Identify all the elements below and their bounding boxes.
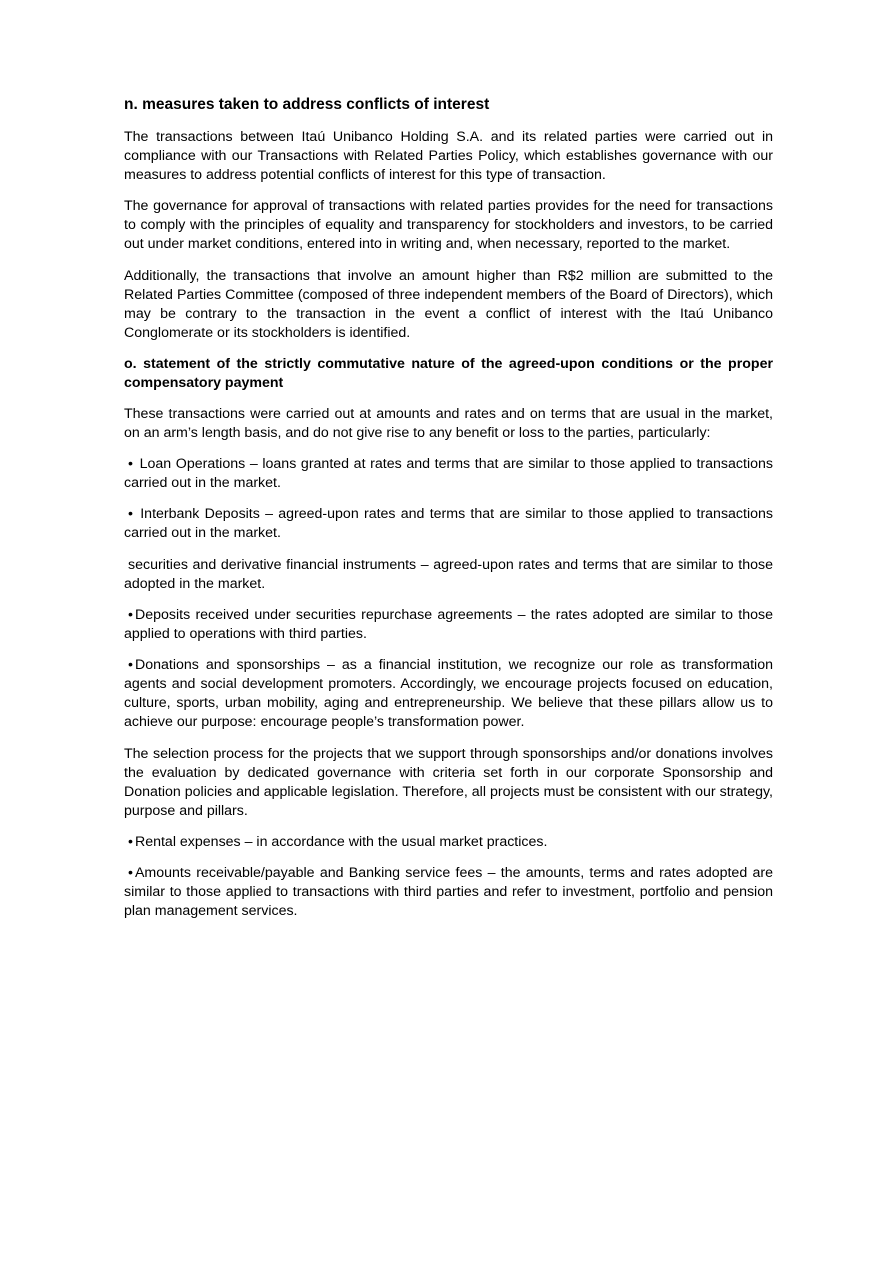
bullet-interbank-deposits-text: Interbank Deposits – agreed-upon rates and terms that are similar to those applied to transactions carried out in the market.	[124, 506, 773, 542]
bullet-icon: •	[128, 456, 133, 473]
bullet-donations-text: Donations and sponsorships – as a financial institution, we recognize our role as transformation agents and social development promoters. Accordingly, we encourage projects focused on education, culture, sports, urban mobility, aging and entrepreneurship. We believe that these pillars allow us to achieve our purpose: encourage people’s transformation power.	[124, 657, 773, 731]
bullet-icon: •	[128, 865, 133, 882]
section-n-heading: n. measures taken to address conflicts of interest	[124, 96, 490, 113]
paragraph-selection-process: The selection process for the projects that we support through sponsorships and/or donations involves the evaluation by dedicated governance with criteria set forth in our corporate Sponsorship and Donation policies and applicable legislation. Therefore, all projects must be consistent with our strategy, purpose and pillars.	[124, 745, 773, 819]
bullet-donations	[124, 656, 773, 732]
section-n-paragraph-1: The transactions between Itaú Unibanco Holding S.A. and its related parties were carried out in compliance with our Transactions with Related Parties Policy, which establishes governance with our measures to address potential conflicts of interest for this type of transaction.	[124, 129, 773, 183]
paragraph-securities-text: securities and derivative financial instruments – agreed-upon rates and terms that are similar to those adopted in the market.	[124, 556, 773, 592]
bullet-icon: •	[128, 833, 133, 850]
bullet-icon: •	[128, 607, 133, 624]
section-o-heading: o. statement of the strictly commutative nature of the agreed-upon conditions or the proper compensatory payment	[124, 355, 773, 391]
paragraph-securities	[124, 556, 773, 594]
bullet-rental-expenses	[124, 833, 773, 852]
bullet-icon: •	[128, 657, 133, 674]
bullet-amounts-receivable-text: Amounts receivable/payable and Banking service fees – the amounts, terms and rates adopted are similar to those applied to transactions with third parties and refer to investment, portfolio and pension plan management services.	[124, 865, 773, 920]
bullet-icon: •	[128, 506, 133, 523]
bullet-interbank-deposits	[124, 505, 773, 543]
bullet-amounts-receivable	[124, 864, 773, 921]
bullet-loan-operations-text: Loan Operations – loans granted at rates and terms that are similar to those applied to transactions carried out in the market.	[124, 456, 773, 492]
section-o-intro: These transactions were carried out at amounts and rates and on terms that are usual in the market, on an arm’s length basis, and do not give rise to any benefit or loss to the parties, particularly:	[124, 405, 773, 441]
bullet-deposits-repurchase	[124, 606, 773, 644]
section-n-paragraph-2: The governance for approval of transactions with related parties provides for the need for transactions to comply with the principles of equality and transparency for stockholders and investors, to be carried out under market conditions, entered into in writing and, when necessary, reported to the market.	[124, 198, 773, 253]
document-page	[124, 95, 773, 934]
bullet-rental-expenses-text: Rental expenses – in accordance with the usual market practices.	[134, 833, 548, 850]
bullet-loan-operations	[124, 455, 773, 493]
section-n-paragraph-3: Additionally, the transactions that involve an amount higher than R$2 million are submitted to the Related Parties Committee (composed of three independent members of the Board of Directors), which may be contrary to the transaction in the event a conflict of interest with the Itaú Unibanco Conglomerate or its stockholders is identified.	[124, 267, 773, 341]
bullet-deposits-repurchase-text: Deposits received under securities repurchase agreements – the rates adopted are similar to those applied to operations with third parties.	[124, 607, 773, 643]
